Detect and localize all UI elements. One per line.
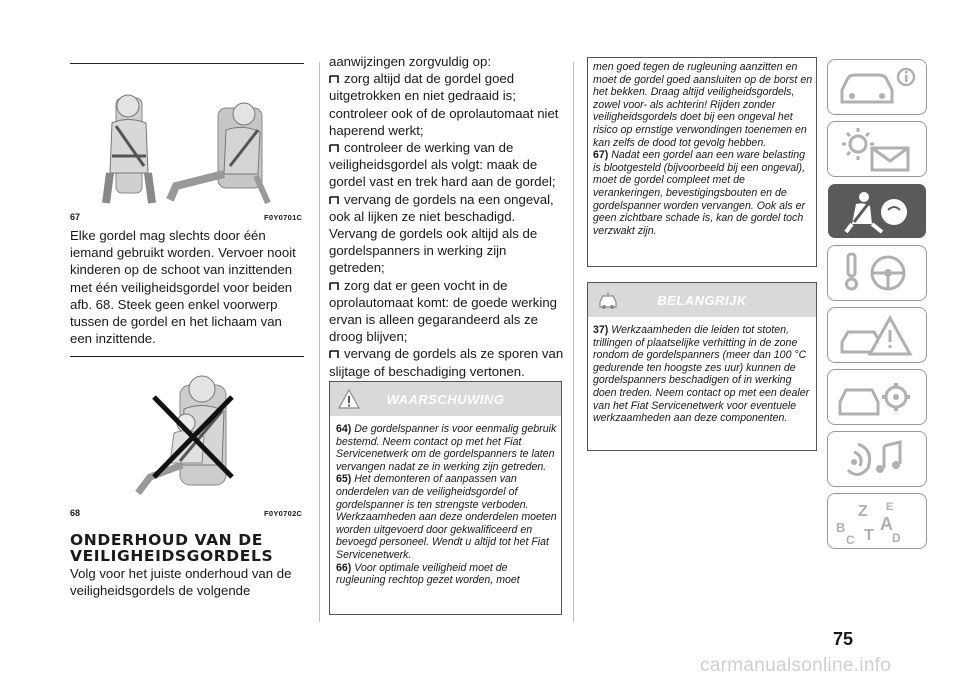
index-letter: A [880,514,893,534]
section-title: ONDERHOUD VAN DE VEILIGHEIDSGORDELS [70,531,274,565]
side-tab-maintenance[interactable] [828,370,926,424]
index-icon [828,494,926,548]
watermark: carmanualsonline.info [700,655,892,676]
seatbelt-airbag-icon [828,184,926,238]
side-tab-car-info[interactable] [828,60,926,114]
important-item: 37) Werkzaamheden die leiden tot stoten, trillingen of plaatselijke verhitting in de zone rondom de gordelspanners (meer dan 100 °C gedurende ten hoogste zes uur) kunnen de gordelspanners beschadigen of in werking doen treden. Neem contact op met een dealer van het Fiat Servicenetwerk voor eventuele werkzaamheden aan deze componenten. [593,324,810,425]
index-letter: E [886,501,894,513]
side-tab-safety[interactable] [828,184,926,238]
warning-item: 66) Voor optimale veiligheid moet de rugleuning rechtop gezet worden, moet [336,561,520,587]
warning-items [336,423,558,587]
bullet-square-icon [329,74,339,84]
warning-continued-box [587,57,817,267]
index-letter: T [864,527,874,544]
warning-continued [593,61,813,237]
bullet-item: zorg altijd dat de gordel goed uitgetrokken en niet gedraaid is; controleer ook of de oprolautomaat niet haperend werkt; [329,71,559,138]
multimedia-icon [828,432,926,486]
side-tab-index[interactable] [828,494,926,548]
page-number: 75 [833,629,854,649]
index-letter: D [892,531,901,545]
column-divider [319,62,320,622]
figure-67-code: F0Y0701C [264,213,303,222]
figure-68-code: F0Y0702C [264,509,303,518]
bullet-item: vervang de gordels als ze sporen van slijtage of beschadiging vertonen. [329,346,564,379]
warning-road-icon [828,308,926,362]
column-divider [573,62,574,622]
index-letter: B [836,520,846,535]
warning-title: WAARSCHUWING [386,392,505,407]
figure-67-caption: 67 [70,212,81,222]
side-tab-multimedia[interactable] [828,432,926,486]
bullet-item: controleer de werking van de veiligheidsgordel als volgt: maak de gordel vast en trek hard aan de gordel; [329,140,556,190]
warning-continued-text: men goed tegen de rugleuning aanzitten en moet de gordel goed aansluiten op de borst en het bekken. Draag altijd veiligheidsgordels, zowel voor- als achterin! Rijden zonder veiligheidsgordels doet bij een ongeval het risico op ernstige verwondingen toenemen en kan zelfs de dood tot gevolg hebben. [593,61,813,149]
important-box [587,282,817,451]
side-tab-emergency[interactable] [828,308,926,362]
figure-68-caption: 68 [70,508,81,518]
important-header [588,283,816,317]
bullet-square-icon [329,349,339,359]
col2-text [329,53,565,380]
col2-intro: aanwijzingen zorgvuldig op: [329,54,492,69]
warning-header [330,382,561,416]
bullet-item: vervang de gordels na een ongeval, ook al lijken ze niet beschadigd. Vervang de gordels ook altijd als de gordelspanners in werking zijn getreden; [329,191,554,276]
car-info-icon [828,60,926,114]
index-letter: C [846,533,855,547]
warning-item: 67) Nadat een gordel aan een ware belasting is blootgesteld (bijvoorbeeld bij een ongeval), moet de gordel compleet met de verankeringen, bevestigingsbouten en de gordelspanner worden vervangen. Ook als er geen zichtbare schade is, kan de gordel toch verzwakt zijn. [593,149,806,237]
side-tab-lights[interactable] [828,122,926,176]
index-letter: Z [858,503,868,520]
figure-68-image [110,365,270,500]
section-intro: Volg voor het juiste onderhoud van de veiligheidsgordels de volgende [70,566,292,599]
figure-67-image [98,78,298,208]
key-steering-icon [828,246,926,300]
bullet-square-icon [329,143,339,153]
important-title: BELANGRIJK [657,293,747,308]
bullet-square-icon [329,195,339,205]
side-tab-driving[interactable] [828,246,926,300]
warning-item: 65) Het demonteren of aanpassen van onderdelen van de veiligheidsgordel of gordelspanner is ten strengste verboden. Werkzaamheden aan deze onderdelen moeten worden uitgevoerd door gekwalificeerd en bevoegd personeel. Wendt u altijd tot het Fiat Servicenetwerk. [336,473,557,561]
bullet-item: zorg dat er geen vocht in de oprolautomaat komt: de goede werking ervan is alleen gegarandeerd als ze droog blijven; [329,277,557,345]
col1-paragraph: Elke gordel mag slechts door één iemand gebruikt worden. Vervoer nooit kinderen op de schoot van inzittenden met één veiligheidsgordel voor beiden afb. 68. Steek geen enkel voorwerp tussen de gordel en het lichaam van een inzittende. [70,228,296,347]
warning-item: 64) De gordelspanner is voor eenmalig gebruik bestemd. Neem contact op met het Fiat Servicenetwerk om de gordelspanners te laten vervangen nadat ze in werking zijn getreden. [336,423,557,473]
bullet-square-icon [329,281,339,291]
warning-box [329,381,562,615]
car-service-icon [828,370,926,424]
mid-rule [70,356,304,357]
top-rule [70,63,304,64]
lights-mail-icon [828,122,926,176]
important-items [593,324,813,425]
